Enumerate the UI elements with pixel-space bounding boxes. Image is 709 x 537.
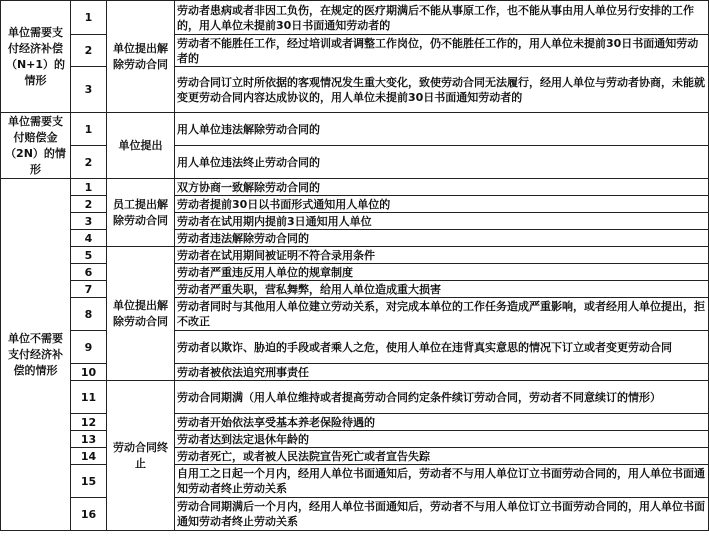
row-number: 8	[71, 298, 107, 331]
row-number: 6	[71, 264, 107, 281]
row-number: 3	[71, 213, 107, 230]
row-text: 双方协商一致解除劳动合同的	[175, 179, 709, 196]
category-cell: 单位需要支付赔偿金（2N）的情形	[1, 113, 71, 179]
row-text: 劳动者严重失职，营私舞弊，给用人单位造成重大损害	[175, 281, 709, 298]
row-number: 1	[71, 113, 107, 146]
row-text: 劳动者被依法追究刑事责任	[175, 364, 709, 381]
row-text: 劳动者同时与其他用人单位建立劳动关系，对完成本单位的工作任务造成严重影响，或者经用人单位提出，拒不改正	[175, 298, 709, 331]
row-text: 劳动者患病或者非因工负伤，在规定的医疗期满后不能从事原工作，也不能从事由用人单位另行安排的工作的，用人单位未提前30日书面通知劳动者的	[175, 1, 709, 35]
row-number: 9	[71, 331, 107, 364]
row-number: 13	[71, 431, 107, 448]
row-number: 15	[71, 465, 107, 498]
row-text: 劳动者在试用期间被证明不符合录用条件	[175, 247, 709, 264]
row-text: 劳动者严重违反用人单位的规章制度	[175, 264, 709, 281]
row-text: 劳动者达到法定退休年龄的	[175, 431, 709, 448]
table-row	[1, 247, 709, 264]
row-number: 3	[71, 67, 107, 113]
row-text: 劳动者以欺诈、胁迫的手段或者乘人之危，使用人单位在违背真实意思的情况下订立或者变更劳动合同	[175, 331, 709, 364]
type-cell: 劳动合同终止	[107, 381, 175, 531]
type-cell: 员工提出解除劳动合同	[107, 179, 175, 247]
type-cell: 单位提出解除劳动合同	[107, 247, 175, 381]
row-text: 劳动者违法解除劳动合同的	[175, 230, 709, 247]
row-text: 劳动者不能胜任工作，经过培训或者调整工作岗位，仍不能胜任工作的，用人单位未提前30日书面通知劳动者的	[175, 35, 709, 67]
row-number: 2	[71, 146, 107, 179]
row-text: 用人单位违法终止劳动合同的	[175, 146, 709, 179]
table-row	[1, 381, 709, 414]
row-number: 2	[71, 35, 107, 67]
table-row	[1, 1, 709, 35]
table-row	[1, 179, 709, 196]
row-number: 2	[71, 196, 107, 213]
row-text: 劳动者提前30日以书面形式通知用人单位的	[175, 196, 709, 213]
row-number: 5	[71, 247, 107, 264]
row-text: 劳动者在试用期内提前3日通知用人单位	[175, 213, 709, 230]
row-number: 12	[71, 414, 107, 431]
category-cell: 单位不需要支付经济补偿的情形	[1, 179, 71, 531]
row-text: 劳动合同期满（用人单位维持或者提高劳动合同约定条件续订劳动合同，劳动者不同意续订的情形）	[175, 381, 709, 414]
row-text: 劳动合同期满后一个月内，经用人单位书面通知后，劳动者不与用人单位订立书面劳动合同的，用人单位书面通知劳动者终止劳动关系	[175, 498, 709, 531]
row-number: 7	[71, 281, 107, 298]
row-text: 用人单位违法解除劳动合同的	[175, 113, 709, 146]
row-number: 11	[71, 381, 107, 414]
row-number: 16	[71, 498, 107, 531]
row-number: 1	[71, 179, 107, 196]
row-number: 10	[71, 364, 107, 381]
type-cell: 单位提出解除劳动合同	[107, 1, 175, 113]
row-text: 自用工之日起一个月内，经用人单位书面通知后，劳动者不与用人单位订立书面劳动合同的，用人单位书面通知劳动者终止劳动关系	[175, 465, 709, 498]
category-cell: 单位需要支付经济补偿（N+1）的情形	[1, 1, 71, 113]
row-text: 劳动者开始依法享受基本养老保险待遇的	[175, 414, 709, 431]
table-row	[1, 113, 709, 146]
row-text: 劳动合同订立时所依据的客观情况发生重大变化，致使劳动合同无法履行，经用人单位与劳动者协商，未能就变更劳动合同内容达成协议的，用人单位未提前30日书面通知劳动者的	[175, 67, 709, 113]
row-number: 1	[71, 1, 107, 35]
row-text: 劳动者死亡，或者被人民法院宣告死亡或者宣告失踪	[175, 448, 709, 465]
row-number: 4	[71, 230, 107, 247]
type-cell: 单位提出	[107, 113, 175, 179]
row-number: 14	[71, 448, 107, 465]
